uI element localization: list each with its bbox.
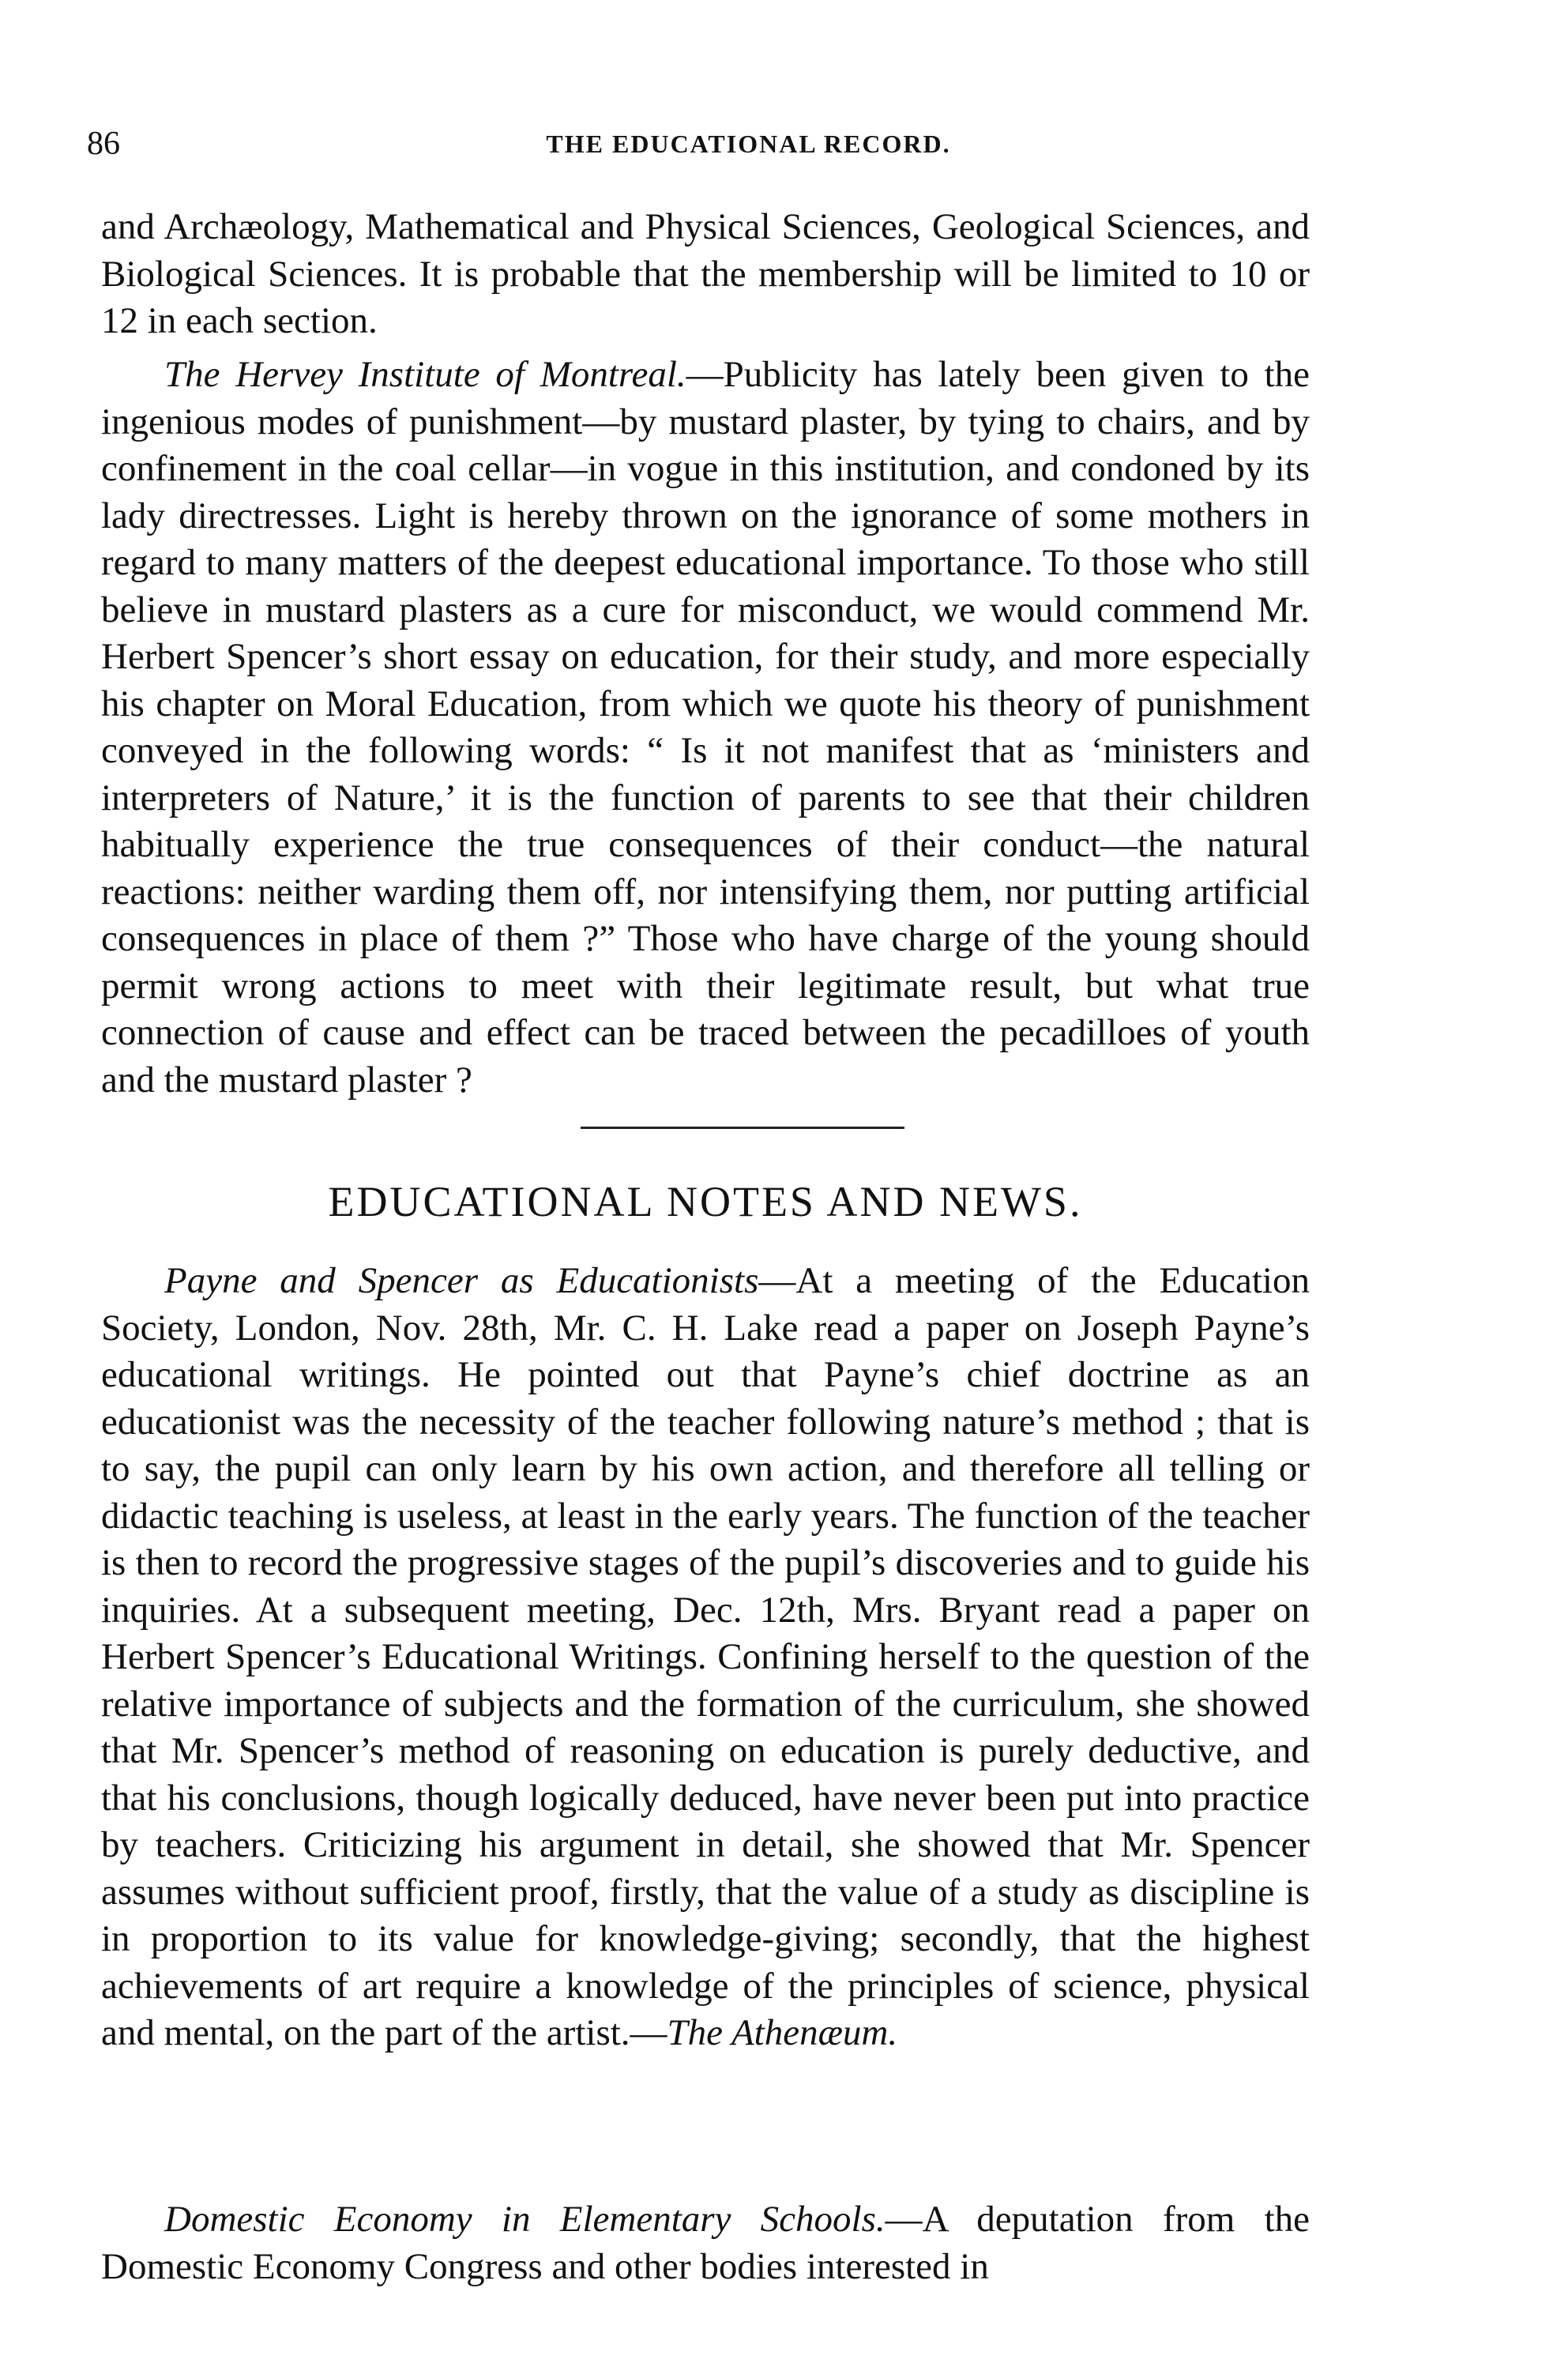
section-heading: EDUCATIONAL NOTES AND NEWS. (328, 1178, 1083, 1225)
payne-body: —At a meeting of the Education Society, London, Nov. 28th, Mr. C. H. Lake read a paper on Joseph Payne’s educational writings. He pointed out that Payne’s chief doctrine as an educationist was the necessity of the teacher following nature’s method ; that is to say, the pupil can only learn by his own action, and therefore all telling or didactic teaching is useless, at least in the early years. The function of the teacher is then to record the progressive stages of the pupil’s discoveries and to guide his inquiries. At a subsequent meeting, Dec. 12th, Mrs. Bryant read a paper on Herbert Spencer’s Educational Writings. Confining herself to the question of the relative importance of subjects and the formation of the curriculum, she showed that Mr. Spencer’s method of reasoning on education is purely deductive, and that his conclusions, though logically deduced, have never been put into practice by teachers. Criticizing his argument in detail, she showed that Mr. Spencer assumes without sufficient proof, firstly, that the value of a study as discipline is in proportion to its value for knowledge-giving; secondly, that the highest achievements of art require a knowledge of the principles of science, physical and mental, on the part of the artist.— (101, 1260, 1310, 2053)
section-divider (581, 1127, 904, 1129)
running-title: THE EDUCATIONAL RECORD. (546, 130, 951, 158)
page-number: 86 (87, 126, 120, 162)
hervey-title: The Hervey Institute of Montreal. (164, 354, 686, 395)
continuation-paragraph: and Archæology, Mathematical and Physical Sciences, Geological Sciences, and Biological Sciences. It is probable that the membership will be limited to 10 or 12 in each section. (101, 206, 1310, 341)
domestic-article (101, 2196, 1310, 2290)
payne-paragraph (101, 1258, 1310, 2057)
hervey-paragraph (101, 352, 1310, 1104)
domestic-body: —A deputation from the Domestic Economy Congress and other bodies interested in (101, 2199, 1310, 2287)
payne-title: Payne and Spencer as Educationists (164, 1260, 759, 1301)
hervey-body: —Publicity has lately been given to the ingenious modes of punishment—by mustard plaster, by tying to chairs, and by confinement in the coal cellar—in vogue in this institution, and condoned by its lady directresses. Light is hereby thrown on the ignorance of some mothers in regard to many matters of the deepest educational importance. To those who still believe in mustard plasters as a cure for misconduct, we would commend Mr. Herbert Spencer’s short essay on education, for their study, and more especially his chapter on Moral Education, from which we quote his theory of punishment conveyed in the following words: “ Is it not manifest that as ‘ministers and interpreters of Nature,’ it is the function of parents to see that their children habitually experience the true consequences of their conduct—the natural reactions: neither warding them off, nor intensifying them, nor putting artificial consequences in place of them ?” Those who have charge of the young should permit wrong actions to meet with their legitimate result, but what true connection of cause and effect can be traced between the pecadilloes of youth and the mustard plaster ? (101, 354, 1310, 1101)
domestic-paragraph (101, 2196, 1310, 2290)
page-header (87, 119, 1315, 166)
payne-source: The Athenæum. (667, 2012, 898, 2053)
domestic-title: Domestic Economy in Elementary Schools. (164, 2199, 886, 2240)
payne-article (101, 1258, 1310, 2057)
hervey-article (101, 352, 1310, 1104)
continuation-paragraph-block (101, 204, 1310, 345)
